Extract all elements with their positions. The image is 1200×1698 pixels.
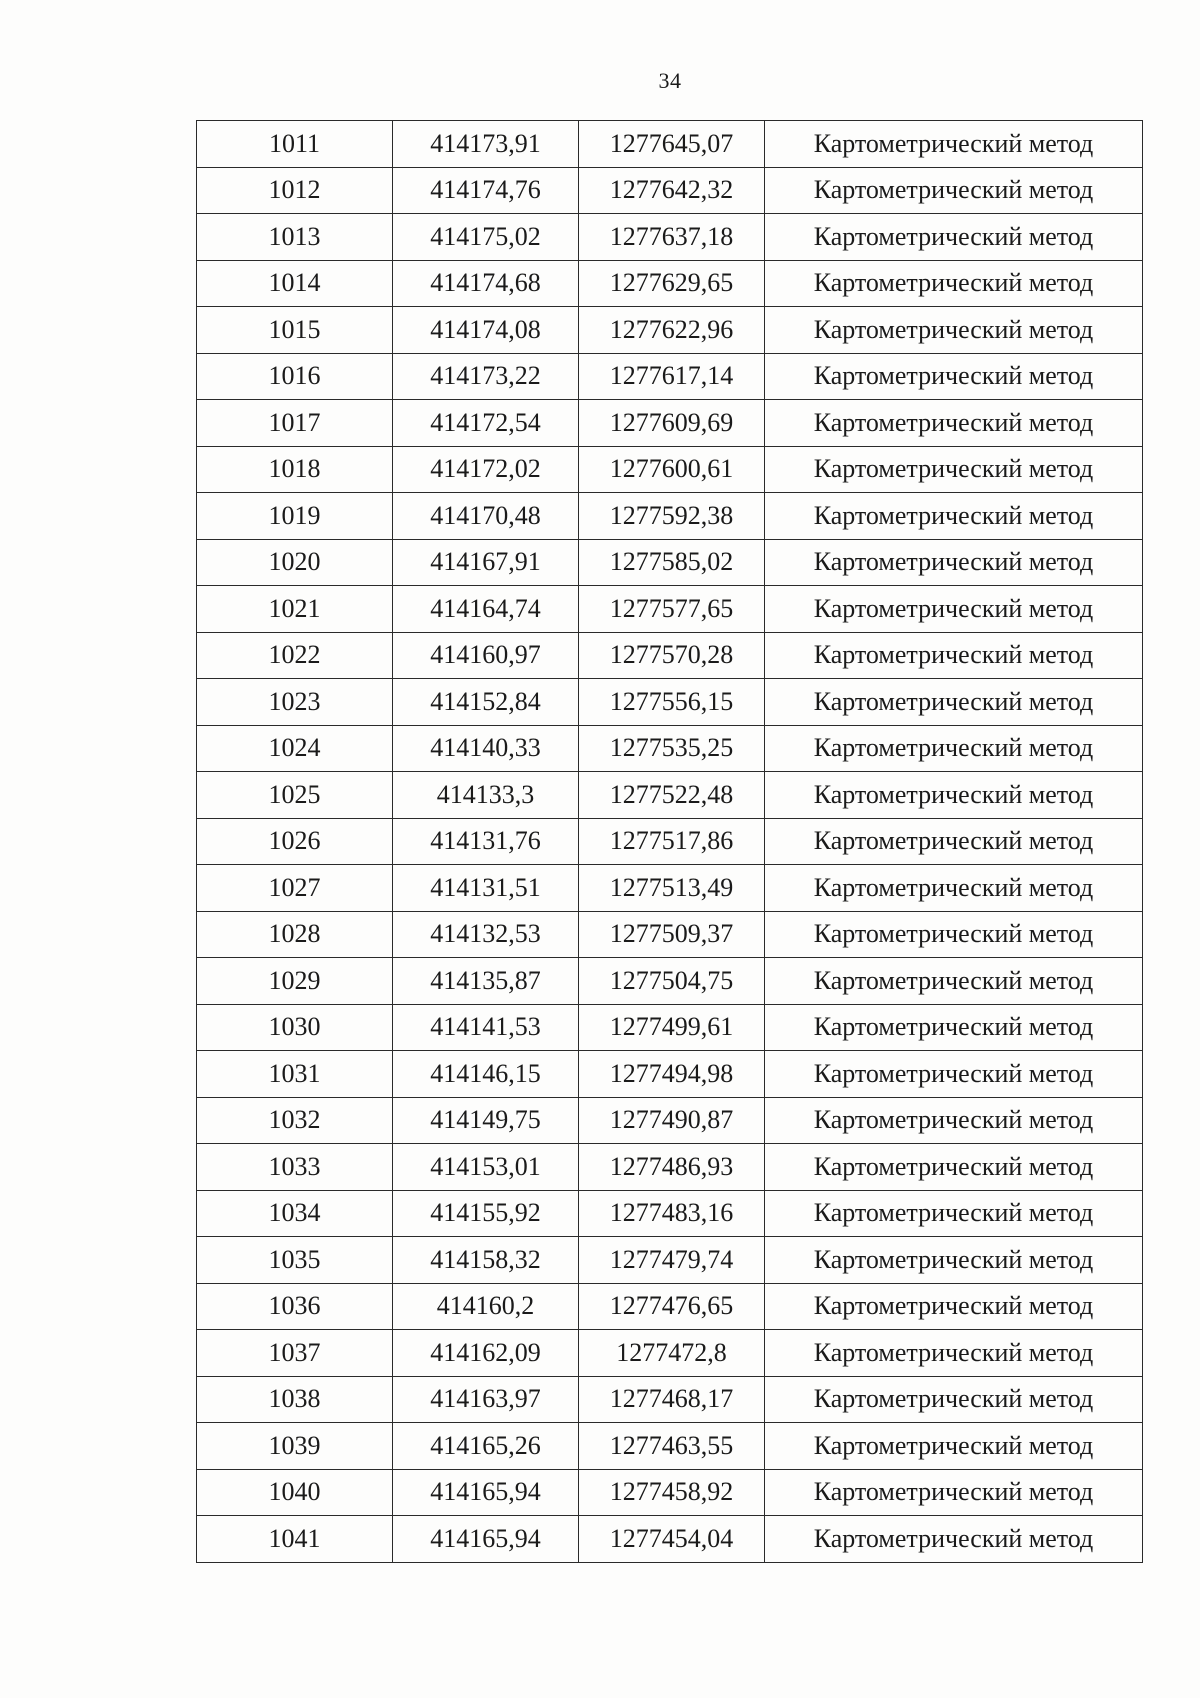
table-row: [197, 632, 1143, 679]
x-coordinate-cell: 414173,22: [393, 353, 579, 400]
point-number-cell: 1036: [197, 1283, 393, 1330]
y-coordinate-cell: 1277476,65: [579, 1283, 765, 1330]
page-number-text: 34: [658, 68, 682, 93]
table-row: [197, 1516, 1143, 1563]
point-number-cell: 1033: [197, 1144, 393, 1191]
table-row: [197, 1376, 1143, 1423]
table-row: [197, 1051, 1143, 1098]
method-cell: Картометрический метод: [765, 446, 1143, 493]
y-coordinate-cell: 1277570,28: [579, 632, 765, 679]
x-coordinate-cell: 414135,87: [393, 958, 579, 1005]
point-number-cell: 1012: [197, 167, 393, 214]
method-cell: Картометрический метод: [765, 353, 1143, 400]
method-cell: Картометрический метод: [765, 679, 1143, 726]
table-row: [197, 911, 1143, 958]
method-cell: Картометрический метод: [765, 1051, 1143, 1098]
table-row: [197, 1423, 1143, 1470]
table-row: [197, 818, 1143, 865]
method-cell: Картометрический метод: [765, 725, 1143, 772]
point-number-cell: 1019: [197, 493, 393, 540]
point-number-cell: 1018: [197, 446, 393, 493]
table-row: [197, 307, 1143, 354]
x-coordinate-cell: 414165,94: [393, 1469, 579, 1516]
point-number-cell: 1016: [197, 353, 393, 400]
x-coordinate-cell: 414152,84: [393, 679, 579, 726]
point-number-cell: 1041: [197, 1516, 393, 1563]
table-row: [197, 1469, 1143, 1516]
method-cell: Картометрический метод: [765, 1190, 1143, 1237]
y-coordinate-cell: 1277513,49: [579, 865, 765, 912]
table-row: [197, 260, 1143, 307]
table-row: [197, 1237, 1143, 1284]
point-number-cell: 1017: [197, 400, 393, 447]
table-row: [197, 167, 1143, 214]
y-coordinate-cell: 1277600,61: [579, 446, 765, 493]
y-coordinate-cell: 1277490,87: [579, 1097, 765, 1144]
method-cell: Картометрический метод: [765, 167, 1143, 214]
y-coordinate-cell: 1277504,75: [579, 958, 765, 1005]
y-coordinate-cell: 1277585,02: [579, 539, 765, 586]
method-cell: Картометрический метод: [765, 307, 1143, 354]
point-number-cell: 1029: [197, 958, 393, 1005]
table-row: [197, 679, 1143, 726]
y-coordinate-cell: 1277458,92: [579, 1469, 765, 1516]
y-coordinate-cell: 1277486,93: [579, 1144, 765, 1191]
y-coordinate-cell: 1277577,65: [579, 586, 765, 633]
table-row: [197, 1190, 1143, 1237]
y-coordinate-cell: 1277645,07: [579, 121, 765, 168]
point-number-cell: 1015: [197, 307, 393, 354]
table-row: [197, 1144, 1143, 1191]
x-coordinate-cell: 414146,15: [393, 1051, 579, 1098]
method-cell: Картометрический метод: [765, 632, 1143, 679]
table-row: [197, 214, 1143, 261]
y-coordinate-cell: 1277629,65: [579, 260, 765, 307]
x-coordinate-cell: 414174,68: [393, 260, 579, 307]
point-number-cell: 1028: [197, 911, 393, 958]
x-coordinate-cell: 414149,75: [393, 1097, 579, 1144]
table-row: [197, 772, 1143, 819]
method-cell: Картометрический метод: [765, 1376, 1143, 1423]
table-row: [197, 586, 1143, 633]
x-coordinate-cell: 414165,94: [393, 1516, 579, 1563]
y-coordinate-cell: 1277472,8: [579, 1330, 765, 1377]
point-number-cell: 1023: [197, 679, 393, 726]
method-cell: Картометрический метод: [765, 1469, 1143, 1516]
point-number-cell: 1038: [197, 1376, 393, 1423]
x-coordinate-cell: 414174,76: [393, 167, 579, 214]
x-coordinate-cell: 414162,09: [393, 1330, 579, 1377]
point-number-cell: 1024: [197, 725, 393, 772]
y-coordinate-cell: 1277592,38: [579, 493, 765, 540]
point-number-cell: 1026: [197, 818, 393, 865]
y-coordinate-cell: 1277617,14: [579, 353, 765, 400]
table-row: [197, 1330, 1143, 1377]
method-cell: Картометрический метод: [765, 400, 1143, 447]
y-coordinate-cell: 1277454,04: [579, 1516, 765, 1563]
y-coordinate-cell: 1277622,96: [579, 307, 765, 354]
table-row: [197, 353, 1143, 400]
y-coordinate-cell: 1277494,98: [579, 1051, 765, 1098]
point-number-cell: 1027: [197, 865, 393, 912]
y-coordinate-cell: 1277499,61: [579, 1004, 765, 1051]
x-coordinate-cell: 414163,97: [393, 1376, 579, 1423]
x-coordinate-cell: 414131,51: [393, 865, 579, 912]
method-cell: Картометрический метод: [765, 1330, 1143, 1377]
method-cell: Картометрический метод: [765, 1097, 1143, 1144]
table-row: [197, 1097, 1143, 1144]
y-coordinate-cell: 1277517,86: [579, 818, 765, 865]
x-coordinate-cell: 414160,2: [393, 1283, 579, 1330]
method-cell: Картометрический метод: [765, 586, 1143, 633]
y-coordinate-cell: 1277535,25: [579, 725, 765, 772]
point-number-cell: 1013: [197, 214, 393, 261]
page-number: [0, 68, 1200, 94]
point-number-cell: 1025: [197, 772, 393, 819]
x-coordinate-cell: 414133,3: [393, 772, 579, 819]
point-number-cell: 1034: [197, 1190, 393, 1237]
coordinates-table: [196, 120, 1143, 1563]
x-coordinate-cell: 414153,01: [393, 1144, 579, 1191]
table-row: [197, 1004, 1143, 1051]
x-coordinate-cell: 414165,26: [393, 1423, 579, 1470]
y-coordinate-cell: 1277642,32: [579, 167, 765, 214]
table-row: [197, 493, 1143, 540]
y-coordinate-cell: 1277522,48: [579, 772, 765, 819]
x-coordinate-cell: 414173,91: [393, 121, 579, 168]
point-number-cell: 1022: [197, 632, 393, 679]
method-cell: Картометрический метод: [765, 1283, 1143, 1330]
method-cell: Картометрический метод: [765, 214, 1143, 261]
x-coordinate-cell: 414175,02: [393, 214, 579, 261]
table-row: [197, 865, 1143, 912]
method-cell: Картометрический метод: [765, 260, 1143, 307]
table-row: [197, 539, 1143, 586]
x-coordinate-cell: 414140,33: [393, 725, 579, 772]
y-coordinate-cell: 1277556,15: [579, 679, 765, 726]
method-cell: Картометрический метод: [765, 772, 1143, 819]
method-cell: Картометрический метод: [765, 1144, 1143, 1191]
table-row: [197, 121, 1143, 168]
method-cell: Картометрический метод: [765, 121, 1143, 168]
x-coordinate-cell: 414160,97: [393, 632, 579, 679]
x-coordinate-cell: 414155,92: [393, 1190, 579, 1237]
method-cell: Картометрический метод: [765, 539, 1143, 586]
method-cell: Картометрический метод: [765, 1004, 1143, 1051]
method-cell: Картометрический метод: [765, 493, 1143, 540]
method-cell: Картометрический метод: [765, 818, 1143, 865]
y-coordinate-cell: 1277479,74: [579, 1237, 765, 1284]
x-coordinate-cell: 414131,76: [393, 818, 579, 865]
method-cell: Картометрический метод: [765, 1237, 1143, 1284]
x-coordinate-cell: 414174,08: [393, 307, 579, 354]
point-number-cell: 1030: [197, 1004, 393, 1051]
point-number-cell: 1039: [197, 1423, 393, 1470]
point-number-cell: 1021: [197, 586, 393, 633]
point-number-cell: 1035: [197, 1237, 393, 1284]
point-number-cell: 1020: [197, 539, 393, 586]
table-row: [197, 1283, 1143, 1330]
table-row: [197, 725, 1143, 772]
method-cell: Картометрический метод: [765, 911, 1143, 958]
method-cell: Картометрический метод: [765, 1423, 1143, 1470]
method-cell: Картометрический метод: [765, 865, 1143, 912]
point-number-cell: 1011: [197, 121, 393, 168]
y-coordinate-cell: 1277483,16: [579, 1190, 765, 1237]
x-coordinate-cell: 414132,53: [393, 911, 579, 958]
table-row: [197, 958, 1143, 1005]
point-number-cell: 1031: [197, 1051, 393, 1098]
coordinates-table-body: [197, 121, 1143, 1563]
method-cell: Картометрический метод: [765, 958, 1143, 1005]
y-coordinate-cell: 1277463,55: [579, 1423, 765, 1470]
x-coordinate-cell: 414167,91: [393, 539, 579, 586]
point-number-cell: 1032: [197, 1097, 393, 1144]
point-number-cell: 1040: [197, 1469, 393, 1516]
x-coordinate-cell: 414141,53: [393, 1004, 579, 1051]
y-coordinate-cell: 1277637,18: [579, 214, 765, 261]
y-coordinate-cell: 1277468,17: [579, 1376, 765, 1423]
x-coordinate-cell: 414172,02: [393, 446, 579, 493]
method-cell: Картометрический метод: [765, 1516, 1143, 1563]
point-number-cell: 1037: [197, 1330, 393, 1377]
y-coordinate-cell: 1277509,37: [579, 911, 765, 958]
x-coordinate-cell: 414164,74: [393, 586, 579, 633]
table-row: [197, 400, 1143, 447]
x-coordinate-cell: 414172,54: [393, 400, 579, 447]
x-coordinate-cell: 414170,48: [393, 493, 579, 540]
table-row: [197, 446, 1143, 493]
point-number-cell: 1014: [197, 260, 393, 307]
x-coordinate-cell: 414158,32: [393, 1237, 579, 1284]
y-coordinate-cell: 1277609,69: [579, 400, 765, 447]
